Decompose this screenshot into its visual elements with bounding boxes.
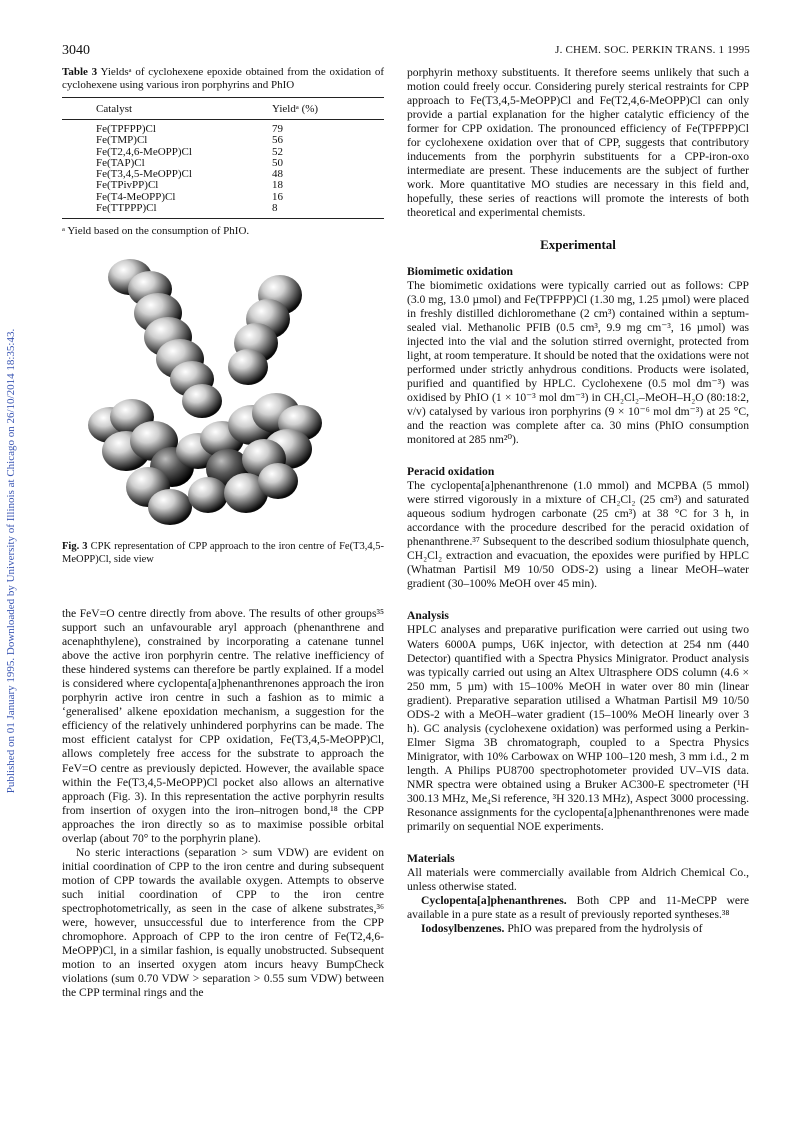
figure-caption <box>62 541 384 566</box>
download-watermark-text: Published on 01 January 1995. Downloaded by University of Illinois at Chicago on 26/10/2014 18:35:43. <box>5 328 17 794</box>
catalyst-cell: Fe(TMP)Cl <box>96 134 148 147</box>
left-body-text <box>62 607 384 1000</box>
table-caption <box>62 66 384 92</box>
subheading-peracid: Peracid oxidation <box>407 465 495 479</box>
materials-paragraph: All materials were commercially available from Aldrich Chemical Co., unless otherwise stated. <box>407 866 749 894</box>
body-paragraph: the FeV=O centre directly from above. The results of other groups³⁵ support such an unfavourable aryl approach (phenanthrene and acenaphthylene), constrained by incorporating a catenane tunnel above the active iron porphyrin centre. The relative inefficiency of these hindered systems can therefore be partly explained. If a model is considered where cyclopenta[a]phenanthrenones approach the iron porphyrin active iron centre in such a fashion as to mimic a ‘generalised’ alkene epoxidation mechanism, a suggestion for the efficiency of the relatively unhindered porphyrins can be made. The most efficient catalyst for CPP oxidation, Fe(T3,4,5-MeOPP)Cl, allows completely free access for the substrate to approach the FeV=O centre as previously depicted. However, the available space within the Fe(T3,4,5-MeOPP)Cl pocket also allows an alternative approach (Fig. 3). In this representation the active porphyrin results from insertion of oxygen into the iron–nitrogen bond,¹⁸ the CPP approaches the iron directly so as to maximise possible orbital overlap (about 70° to the porphyrin plane). <box>62 607 384 845</box>
yield-cell: 16 <box>272 190 283 203</box>
table-label: Table 3 <box>62 66 98 78</box>
table-row <box>62 135 384 146</box>
peracid-paragraph: The cyclopenta[a]phenanthrenone (1.0 mmol) and MCPBA (5 mmol) were stirred vigorously in a mixture of CH₂Cl₂ (25 cm³) and saturated aqueous sodium hydrogen carbonate (25 cm³) at 38 °C for 3 h, in accordance with the procedure described for the peracid oxidation of phenanthrene.³⁷ Subsequent to the described sodium thiosulphate quench, CH₂Cl₂ extraction and evacuation, the epoxides were purified by HPLC (Whatman Partisil M9 10/50 ODS-2) using a linear MeOH–water gradient (30–100% MeOH over 45 min). <box>407 479 749 591</box>
catalyst-cell: Fe(TAP)Cl <box>96 156 145 169</box>
spacer <box>407 447 749 465</box>
iodo-text: PhIO was prepared from the hydrolysis of <box>504 922 703 936</box>
catalyst-cell: Fe(T2,4,6-MeOPP)Cl <box>96 145 192 158</box>
yield-cell: 48 <box>272 168 283 181</box>
table-header-row <box>62 98 384 120</box>
yield-cell: 56 <box>272 134 283 147</box>
catalyst-cell: Fe(TPFPP)Cl <box>96 123 156 135</box>
yield-cell: 52 <box>272 145 283 158</box>
catalyst-cell: Fe(TPivPP)Cl <box>96 179 159 192</box>
column-header-yield: Yieldᵃ (%) <box>260 98 384 120</box>
catalyst-cell: Fe(T3,4,5-MeOPP)Cl <box>96 168 192 181</box>
table-row <box>62 120 384 136</box>
subheading-analysis: Analysis <box>407 609 449 623</box>
body-paragraph: porphyrin methoxy substituents. It therefore seems unlikely that such a motion could freely occur. Considering purely sterical restraints for CPP approach to Fe(T3,4,5-MeOPP)Cl and Fe(T2,4,6-MeOPP)Cl can only provide a partial explanation for the higher catalytic efficiency of the former for CPP oxidation. The pronounced efficiency of Fe(TPFPP)Cl for cyclohexene oxidation over that of CPP, suggests that contributory inducements from the porphyrin substituents for a CPP-iron-oxo intermediate are present. These inducements are the subject of further work. More quantitative MO studies are necessary in this field and, hopefully, these series of reactions will promote the interests of both theoretical and experimental chemists. <box>407 66 749 220</box>
figure-caption-text: CPK representation of CPP approach to the iron centre of Fe(T3,4,5-MeOPP)Cl, side view <box>62 541 385 565</box>
table-footnote: ᵃ Yield based on the consumption of PhIO. <box>62 225 250 238</box>
analysis-paragraph: HPLC analyses and preparative purification were carried out using two Waters 6000A pumps, U6K injector, with detection at 254 nm (440 Detector) quantified with a Spectra Physics Minigrator. Product analysis was typically carried out using an Altex Ultrasphere ODS column (4.6 × 250 mm, 5 µm) with 15–100% MeOH in water over 80 min (linear gradient). Preparative separation utilised a Whatman Partisil M9 10/50 ODS-2 with a MeOH–water gradient (15–100% MeOH linearly over 3 h). GC analysis (cyclohexene oxidation) was performed using a Perkin-Elmer Sigma 3B chromatograph, coupled to a Spectra Physics Minigrator, with 10% Carbowax on WHP 100–120 mesh, 3 mm i.d., 2 m length. A Philips PU8700 spectrophotometer provided UV–VIS data. NMR spectra were obtained using a Bruker AC300-E spectrometer (¹H 300.13 MHz, Me₄Si reference, ³H 320.13 MHz), Aspect 3000 processing. Resonance assignments for the cyclopenta[a]phenanthrenones were made primarily on sequential NOE experiments. <box>407 623 749 834</box>
subheading-materials: Materials <box>407 852 455 866</box>
cpk-model-figure <box>88 255 328 527</box>
yield-cell: 8 <box>260 203 384 219</box>
running-header: J. CHEM. SOC. PERKIN TRANS. 1 1995 <box>555 44 750 56</box>
body-paragraph: No steric interactions (separation > sum VDW) are evident on initial coordination of CPP to the iron centre and during subsequent motion of CPP towards the available oxygen. Attempts to observe such initial coordination of CPP to the iron centre spectrophotometrically, as seen in the case of alkene substrates,³⁶ were, however, unsuccessful due to interference from the CPP chromophore. Approach of CPP to the iron centre of Fe(T2,4,6-MeOPP)Cl, in a similar fashion, is equally unobstructed. Subsequent motion to an inserted oxygen atom incurs heavy BumpCheck violations (sum 0.70 VDW > separation > 0.55 sum VDW) between the CPP terminal rings and the <box>62 845 384 1000</box>
section-heading-experimental: Experimental <box>540 236 616 252</box>
yield-cell: 50 <box>272 156 283 169</box>
catalyst-cell: Fe(TTPPP)Cl <box>62 203 260 219</box>
yield-cell: 79 <box>272 123 283 135</box>
left-column <box>62 66 385 1000</box>
right-column <box>407 66 749 936</box>
cpp-text: Both CPP and 11-MeCPP were available in a pure state as a result of previously reported syntheses.³⁸ <box>407 894 749 922</box>
yield-cell: 18 <box>272 179 283 192</box>
subheading-biomimetic: Biomimetic oxidation <box>407 264 513 278</box>
biomimetic-paragraph: The biomimetic oxidations were typically carried out as follows: CPP (3.0 mg, 13.0 µmol) and Fe(TPFPP)Cl (1.30 mg, 1.25 µmol) were placed in freshly distilled dichloromethane (2 cm³) contained within a septum-sealed vial. Methanolic PFIB (0.5 cm³, 9.9 mg cm⁻³, 16 µmol) was injected into the vial and the solution stirred overnight, protected from light, at room temperature. It should be noted that the oxidations were not performed under strictly anhydrous conditions. Products were isolated, purified and quantified by HPLC. Cyclohexene (0.5 mol dm⁻³) was oxidised by PhIO (1 × 10⁻³ mol dm⁻³) in CH₂Cl₂–MeOH–H₂O (80:18:2, v/v) catalysed by various iron porphyrins (9 × 10⁻⁶ mol dm⁻³) at 25 °C, and the reaction was complete after ca. 30 mins (PhIO consumption monitored at 285 nm²⁰). <box>407 278 749 447</box>
spacer <box>407 834 749 852</box>
page-number: 3040 <box>62 43 90 58</box>
cpp-run-in-heading: Cyclopenta[a]phenanthrenes. <box>421 894 567 908</box>
yield-table <box>62 97 384 219</box>
table-row <box>62 203 384 219</box>
figure-label: Fig. 3 <box>62 541 88 553</box>
spacer <box>407 591 749 609</box>
catalyst-cell: Fe(T4-MeOPP)Cl <box>96 190 176 203</box>
iodo-run-in-heading: Iodosylbenzenes. <box>421 922 505 936</box>
table-caption-text: Yieldsᵃ of cyclohexene epoxide obtained from the oxidation of cyclohexene using various iron porphyrins and PhIO <box>62 66 385 91</box>
iodo-paragraph <box>407 922 749 936</box>
cpp-paragraph <box>407 894 749 922</box>
column-header-catalyst: Catalyst <box>62 98 260 120</box>
download-watermark <box>4 40 18 1090</box>
